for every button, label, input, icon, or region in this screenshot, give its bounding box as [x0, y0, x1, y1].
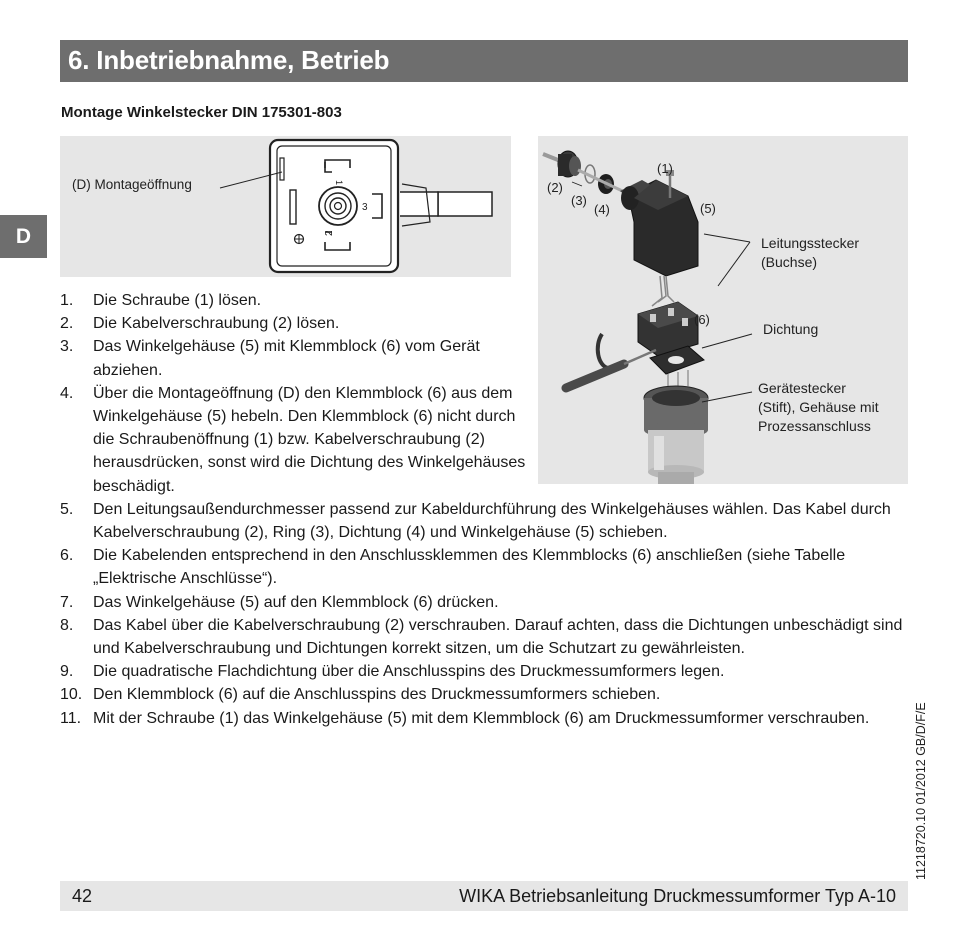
step-text: Die Kabelverschraubung (2) lösen.	[93, 315, 340, 333]
cable-connector-label: Leitungsstecker (Buchse)	[761, 235, 860, 270]
step-text: Die Schraube (1) lösen.	[93, 292, 262, 309]
step-item	[60, 591, 910, 614]
svg-text:3: 3	[362, 202, 368, 213]
step-item	[60, 707, 910, 730]
step-item	[60, 289, 538, 312]
step-number: 10.	[60, 686, 83, 704]
page-footer	[60, 881, 908, 911]
mounting-opening-label: (D) Montageöffnung	[72, 177, 192, 192]
step-text: Das Kabel über die Kabelverschraubung (2) verschrauben. Darauf achten, dass die Dichtungen unbeschädigt sind und Kabelverschraubung und Dichtungen korrekt sitzen, um die Schutzart zu gewährleisten.	[93, 616, 903, 658]
step-item	[60, 382, 538, 498]
step-text: Das Winkelgehäuse (5) auf den Klemmblock (6) drücken.	[93, 593, 499, 611]
section-title: 6. Inbetriebnahme, Betrieb	[68, 45, 390, 75]
step-item	[60, 335, 538, 381]
document-title: WIKA Betriebsanleitung Druckmessumformer Typ A-10	[459, 886, 896, 906]
step-item	[60, 312, 538, 335]
device-connector-label: Gerätestecker (Stift), Gehäuse mit Prozessanschluss	[758, 380, 879, 434]
document-code: 11218720.10 01/2012 GB/D/F/E	[914, 702, 928, 880]
step-number: 6.	[60, 547, 74, 565]
connector-face-drawing	[60, 136, 511, 277]
callout-6: (6)	[694, 312, 710, 327]
svg-text:1: 1	[334, 180, 344, 186]
step-text: Den Leitungsaußendurchmesser passend zur Kabeldurchführung des Winkelgehäuses wählen. Das Kabel durch Kabelverschraubung (2), Ring (3), Dichtung (4) und Winkelgehäuse (5) schieben.	[93, 500, 891, 542]
step-item	[60, 683, 910, 706]
connector-face-figure	[60, 136, 511, 277]
step-text: Das Winkelgehäuse (5) mit Klemmblock (6) vom Gerät abziehen.	[93, 338, 480, 379]
step-item	[60, 498, 910, 544]
callout-5: (5)	[700, 201, 716, 216]
step-item	[60, 660, 910, 683]
step-number: 3.	[60, 338, 74, 356]
step-text: Mit der Schraube (1) das Winkelgehäuse (5) mit dem Klemmblock (6) am Druckmessumformer verschrauben.	[93, 709, 870, 727]
step-number: 8.	[60, 616, 74, 634]
page-number: 42	[72, 886, 93, 906]
callout-2: (2)	[547, 180, 563, 195]
step-number: 9.	[60, 663, 74, 681]
step-text: Über die Montageöffnung (D) den Klemmblock (6) aus dem Winkelgehäuse (5) hebeln. Den Klemmblock (6) nicht durch die Schraubenöffnung (1) bzw. Kabelverschraubung (2) herausdrücken, sonst wird die Dichtung des Winkelgehäuses beschädigt.	[93, 384, 526, 495]
step-item	[60, 544, 910, 590]
callout-4: (4)	[594, 202, 610, 217]
svg-text:2: 2	[324, 230, 335, 236]
instruction-steps	[60, 289, 910, 730]
section-title-bar	[60, 40, 908, 82]
subheading: Montage Winkelstecker DIN 175301-803	[61, 104, 342, 121]
step-number: 1.	[60, 292, 74, 309]
step-number: 5.	[60, 500, 74, 518]
seal-label: Dichtung	[763, 321, 819, 337]
language-tab[interactable]: D	[0, 215, 47, 258]
step-text: Die quadratische Flachdichtung über die Anschlusspins des Druckmessumformers legen.	[93, 663, 725, 681]
step-number: 11.	[60, 709, 82, 727]
step-number: 4.	[60, 384, 74, 402]
step-number: 7.	[60, 593, 74, 611]
step-item	[60, 614, 910, 660]
step-text: Die Kabelenden entsprechend in den Anschlussklemmen des Klemmblocks (6) anschließen (siehe Tabelle „Elektrische Anschlüsse“).	[93, 547, 846, 588]
callout-1: (1)	[657, 161, 673, 176]
callout-3: (3)	[571, 193, 587, 208]
step-number: 2.	[60, 315, 74, 333]
step-text: Den Klemmblock (6) auf die Anschlusspins des Druckmessumformers schieben.	[93, 686, 661, 704]
